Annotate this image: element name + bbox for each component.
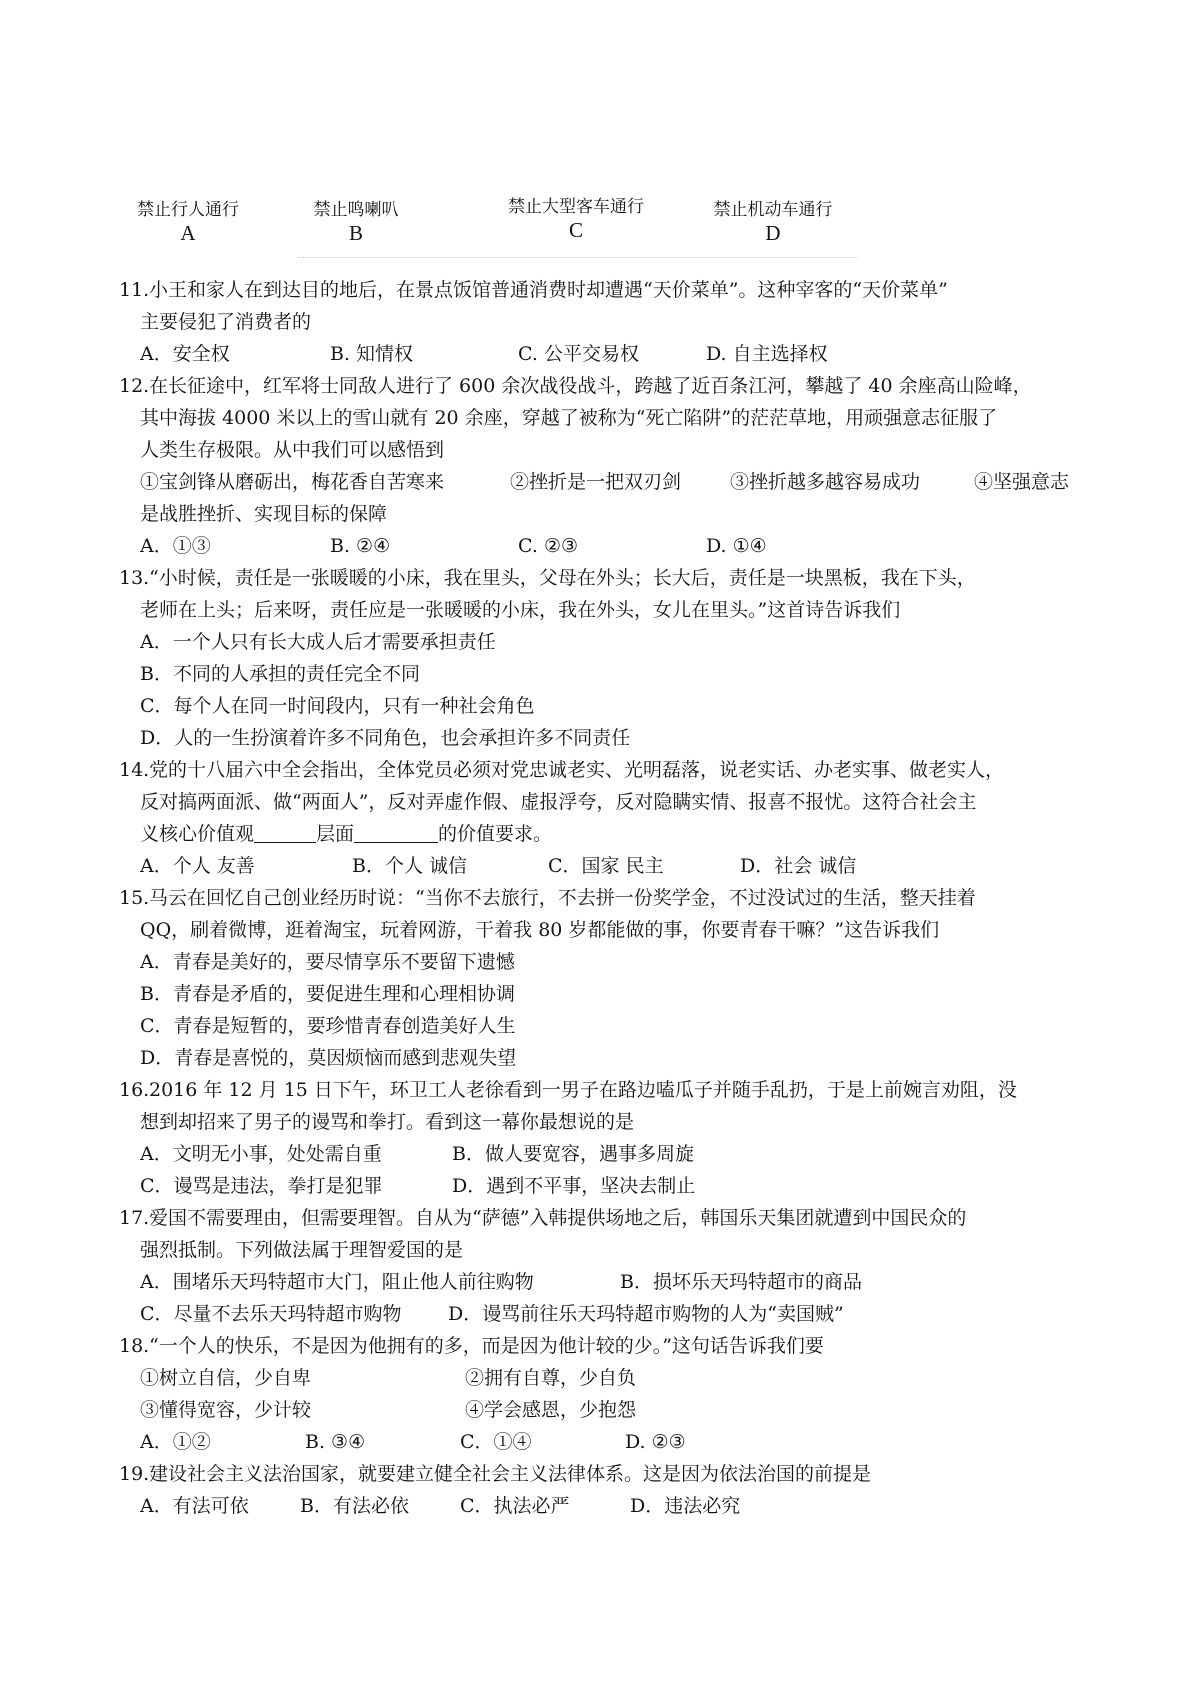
question-line [123,818,1103,850]
option-d: D. ①④ [706,535,767,557]
question-number: 13. [119,567,150,589]
statement-4-continued: 是战胜挫折、实现目标的保障 [140,503,388,525]
option-b: B．青春是矛盾的，要促进生理和心理相协调 [140,983,515,1005]
question-stem: 老师在上头；后来呀，责任应是一张暖暖的小床，我在外头，女儿在里头。”这首诗告诉我们 [140,599,901,621]
question-line [123,498,1103,530]
statements-row [123,1394,1103,1426]
options-row [123,530,1103,562]
question-line [123,306,1103,338]
option-b: B. ③④ [305,1431,366,1453]
option-c: C．谩骂是违法，拳打是犯罪 [140,1175,383,1197]
question-stem: 想到却招来了男子的谩骂和拳打。看到这一幕你最想说的是 [140,1111,635,1133]
statement-2: ②拥有自尊，少自负 [465,1367,637,1389]
question-stem: 主要侵犯了消费者的 [140,311,312,333]
question-11 [119,274,1103,370]
question-stem: 2016 年 12 月 15 日下午，环卫工人老徐看到一男子在路边嗑瓜子并随手乱扔，于是上前婉言劝阻，没 [149,1079,1017,1101]
sign-caption-b: 禁止鸣喇叭 [313,200,399,220]
question-number: 19. [119,1463,150,1485]
sign-option-a [128,195,248,246]
statement-3: ③挫折越多越容易成功 [730,471,921,493]
option-c: C．尽量不去乐天玛特超市购物 [140,1303,402,1325]
question-list [119,274,1103,1522]
option-d: D．人的一生扮演着许多不同角色，也会承担许多不同责任 [140,727,631,749]
question-stem: “一个人的快乐，不是因为他拥有的多，而是因为他计较的少。”这句话告诉我们要 [149,1335,824,1357]
option-b: B．做人要宽容，遇事多周旋 [452,1143,694,1165]
option-a: A．有法可依 [140,1495,249,1517]
question-line [123,786,1103,818]
statement-1: ①树立自信，少自卑 [140,1367,312,1389]
option-c: C．①④ [460,1431,532,1453]
question-stem: 其中海拔 4000 米以上的雪山就有 20 余座，穿越了被称为“死亡陷阱”的茫茫草地，用顽强意志征服了 [140,407,998,429]
answer-blank-2 [354,822,438,843]
sign-caption-c: 禁止大型客车通行 [508,197,644,217]
question-stem: QQ，刷着微博，逛着淘宝，玩着网游，干着我 80 岁都能做的事，你要青春干嘛？”这告诉我们 [140,919,940,941]
answer-blank-1 [254,822,316,843]
question-13 [119,562,1103,754]
question-19 [119,1458,1103,1522]
option-a: A．一个人只有长大成人后才需要承担责任 [140,631,496,653]
option-d: D．青春是喜悦的，莫因烦恼而感到悲观失望 [140,1047,517,1069]
option-d: D. ②③ [625,1431,686,1453]
option-b: B．有法必依 [300,1495,409,1517]
option-d: D．遇到不平事，坚决去制止 [452,1175,696,1197]
question-line [119,1074,1103,1106]
question-number: 12. [119,375,150,397]
options-row [123,1298,1103,1330]
question-17 [119,1202,1103,1330]
traffic-sign-options [0,195,1200,265]
question-line [119,370,1103,402]
option-a: A．文明无小事，处处需自重 [140,1143,382,1165]
sign-letter-b: B [348,221,363,245]
question-line [123,434,1103,466]
sign-letter-d: D [765,221,781,245]
question-number: 18. [119,1335,150,1357]
option-c: C．国家 民主 [548,855,664,877]
options-row [123,1266,1103,1298]
question-line [119,1458,1103,1490]
question-stem: 在长征途中，红军将士同敌人进行了 600 余次战役战斗，跨越了近百条江河，攀越了 40 余座高山险峰， [149,375,1032,397]
sign-letter-c: C [568,218,583,242]
question-14 [119,754,1103,882]
question-stem: 义核心价值观 [140,823,255,845]
statements-row [123,1362,1103,1394]
question-stem: 小王和家人在到达目的地后，在景点饭馆普通消费时却遭遇“天价菜单”。这种宰客的“天价菜单” [149,279,948,301]
statement-3: ③懂得宽容，少计较 [140,1399,312,1421]
question-number: 16. [119,1079,150,1101]
option-a: A．安全权 [140,343,230,365]
question-stem: “小时候，责任是一张暖暖的小床，我在里头，父母在外头；长大后，责任是一块黑板，我在下头， [149,567,976,589]
question-stem: 反对搞两面派、做“两面人”，反对弄虚作假、虚报浮夸，反对隐瞒实情、报喜不报忧。这符合社会主 [140,791,977,813]
question-stem: 强烈抵制。下列做法属于理智爱国的是 [140,1239,464,1261]
question-number: 11. [119,279,150,301]
sign-letter-a: A [180,221,196,245]
option-c: C．执法必严 [460,1495,570,1517]
question-stem: 马云在回忆自己创业经历时说：“当你不去旅行，不去拼一份奖学金，不过没试过的生活，整天挂着 [149,887,976,909]
sign-caption-a: 禁止行人通行 [137,200,239,220]
option-c: C. 公平交易权 [518,343,639,365]
question-line [123,402,1103,434]
option-d: D．违法必究 [630,1495,741,1517]
question-16 [119,1074,1103,1202]
option-c: C．青春是短暂的，要珍惜青春创造美好人生 [140,1015,516,1037]
question-stem: 人类生存极限。从中我们可以感悟到 [140,439,445,461]
question-number: 14. [119,759,150,781]
question-line [119,562,1103,594]
question-15 [119,882,1103,1074]
option-c: C. ②③ [518,535,579,557]
dotted-divider [298,257,858,258]
option-a: A．①③ [140,535,211,557]
question-line [123,1234,1103,1266]
sign-option-b [296,195,416,246]
question-stem: 的价值要求。 [438,823,553,845]
options-row [123,1490,1103,1522]
option-c: C．每个人在同一时间段内，只有一种社会角色 [140,695,535,717]
option-d: D．社会 诚信 [740,855,857,877]
option-b: B．不同的人承担的责任完全不同 [140,663,420,685]
question-line [119,882,1103,914]
question-18 [119,1330,1103,1458]
question-line [119,1202,1103,1234]
options-row [123,850,1103,882]
option-d: D. 自主选择权 [706,343,828,365]
question-12 [119,370,1103,562]
options-row [123,338,1103,370]
option-a: A．个人 友善 [140,855,255,877]
question-line [123,594,1103,626]
statement-2: ②挫折是一把双刃剑 [510,471,682,493]
option-b: B．损坏乐天玛特超市的商品 [620,1271,862,1293]
statements-row [123,466,1103,498]
options-row [123,1138,1103,1170]
option-a: A．青春是美好的，要尽情享乐不要留下遗憾 [140,951,515,973]
question-line [123,1106,1103,1138]
option-b: B. ②④ [330,535,391,557]
statement-4: ④学会感恩，少抱怨 [465,1399,637,1421]
question-stem: 党的十八届六中全会指出，全体党员必须对党忠诚老实、光明磊落，说老实话、办老实事、做老实人， [149,759,1005,781]
question-stem: 爱国不需要理由，但需要理智。自从为“萨德”入韩提供场地之后，韩国乐天集团就遭到中国民众的 [149,1207,967,1229]
question-line [119,754,1103,786]
question-line [119,1330,1103,1362]
option-d: D．谩骂前往乐天玛特超市购物的人为“卖国贼” [448,1303,844,1325]
question-stem: 层面 [316,823,355,845]
question-number: 17. [119,1207,150,1229]
question-line [123,914,1103,946]
option-b: B. 知情权 [330,343,414,365]
options-row [123,1170,1103,1202]
question-line [119,274,1103,306]
options-row [123,1426,1103,1458]
option-a: A．围堵乐天玛特超市大门，阻止他人前往购物 [140,1271,534,1293]
sign-option-c [496,192,656,243]
question-stem: 建设社会主义法治国家，就要建立健全社会主义法律体系。这是因为依法治国的前提是 [149,1463,872,1485]
statement-4: ④坚强意志 [974,471,1070,493]
sign-caption-d: 禁止机动车通行 [713,200,833,220]
option-a: A．①② [140,1431,211,1453]
option-b: B．个人 诚信 [352,855,468,877]
sign-option-d [703,195,843,246]
statement-1: ①宝剑锋从磨砺出，梅花香自苦寒来 [140,471,445,493]
question-number: 15. [119,887,150,909]
